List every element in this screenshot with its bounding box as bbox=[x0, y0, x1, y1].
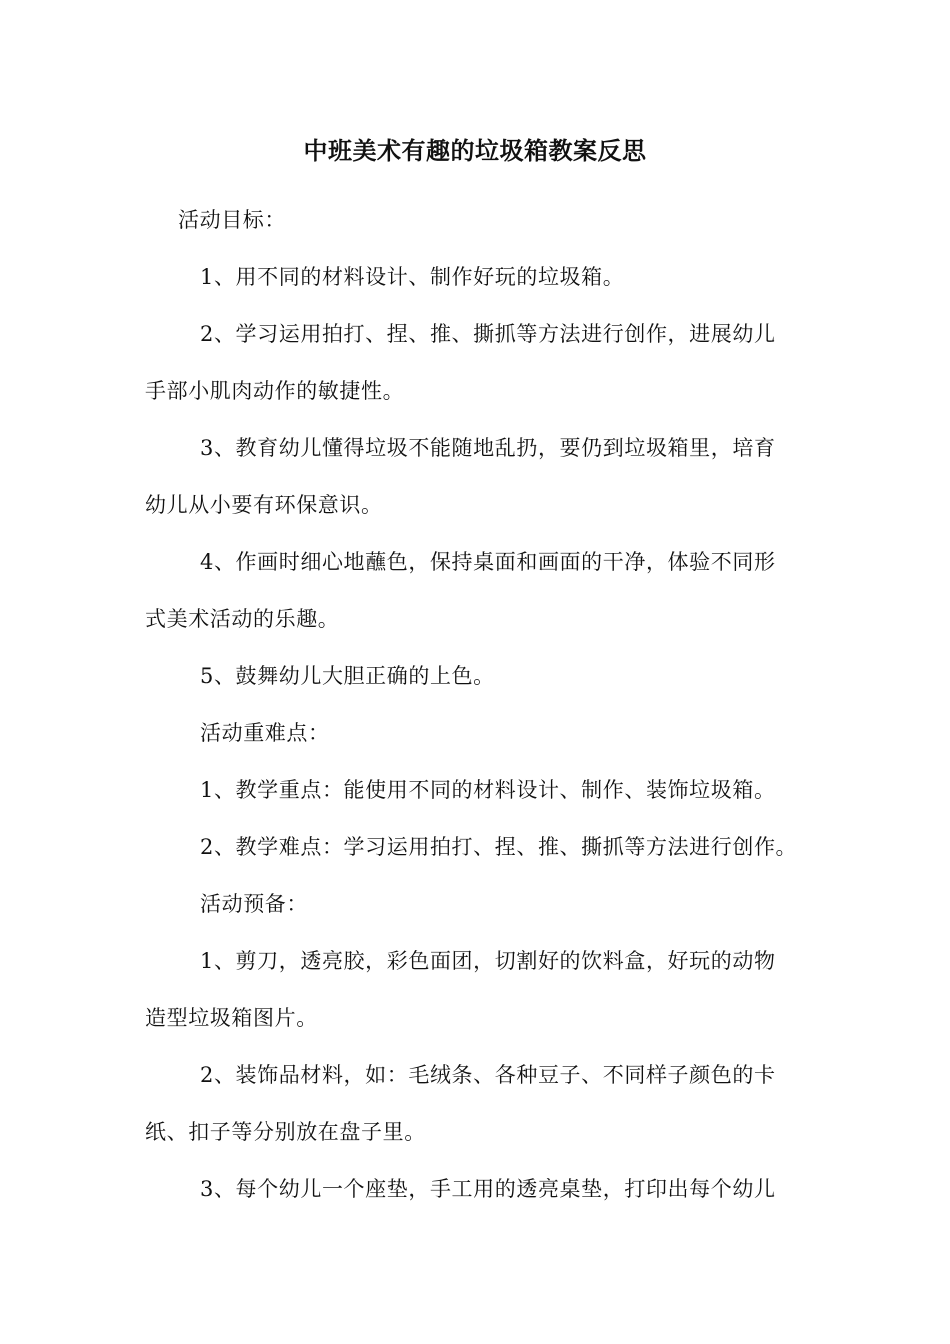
paragraph-line: 式美术活动的乐趣。 bbox=[145, 607, 340, 631]
paragraph-line: 1、用不同的材料设计、制作好玩的垃圾箱。 bbox=[200, 265, 625, 289]
document-title: 中班美术有趣的垃圾箱教案反思 bbox=[303, 136, 647, 165]
heading-activity-goals: 活动目标： bbox=[178, 208, 286, 232]
paragraph-line: 1、教学重点：能使用不同的材料设计、制作、装饰垃圾箱。 bbox=[200, 778, 776, 802]
paragraph-line: 2、学习运用拍打、捏、推、撕抓等方法进行创作，进展幼儿 bbox=[200, 322, 776, 346]
paragraph-line: 造型垃圾箱图片。 bbox=[145, 1006, 318, 1030]
paragraph-line: 手部小肌肉动作的敏捷性。 bbox=[145, 379, 405, 403]
paragraph-line: 2、教学难点：学习运用拍打、捏、推、撕抓等方法进行创作。 bbox=[200, 835, 798, 859]
paragraph-line: 1、剪刀，透亮胶，彩色面团，切割好的饮料盒，好玩的动物 bbox=[200, 949, 776, 973]
paragraph-line: 幼儿从小要有环保意识。 bbox=[145, 493, 383, 517]
paragraph-line: 3、每个幼儿一个座垫，手工用的透亮桌垫，打印出每个幼儿 bbox=[200, 1177, 776, 1201]
paragraph-line: 3、教育幼儿懂得垃圾不能随地乱扔，要仍到垃圾箱里，培育 bbox=[200, 436, 776, 460]
paragraph-line: 纸、扣子等分别放在盘子里。 bbox=[145, 1120, 426, 1144]
heading-preparation: 活动预备： bbox=[200, 892, 308, 916]
heading-key-points: 活动重难点： bbox=[200, 721, 330, 745]
paragraph-line: 4、作画时细心地蘸色，保持桌面和画面的干净，体验不同形 bbox=[200, 550, 776, 574]
paragraph-line: 5、鼓舞幼儿大胆正确的上色。 bbox=[200, 664, 495, 688]
paragraph-line: 2、装饰品材料，如：毛绒条、各种豆子、不同样子颜色的卡 bbox=[200, 1063, 776, 1087]
